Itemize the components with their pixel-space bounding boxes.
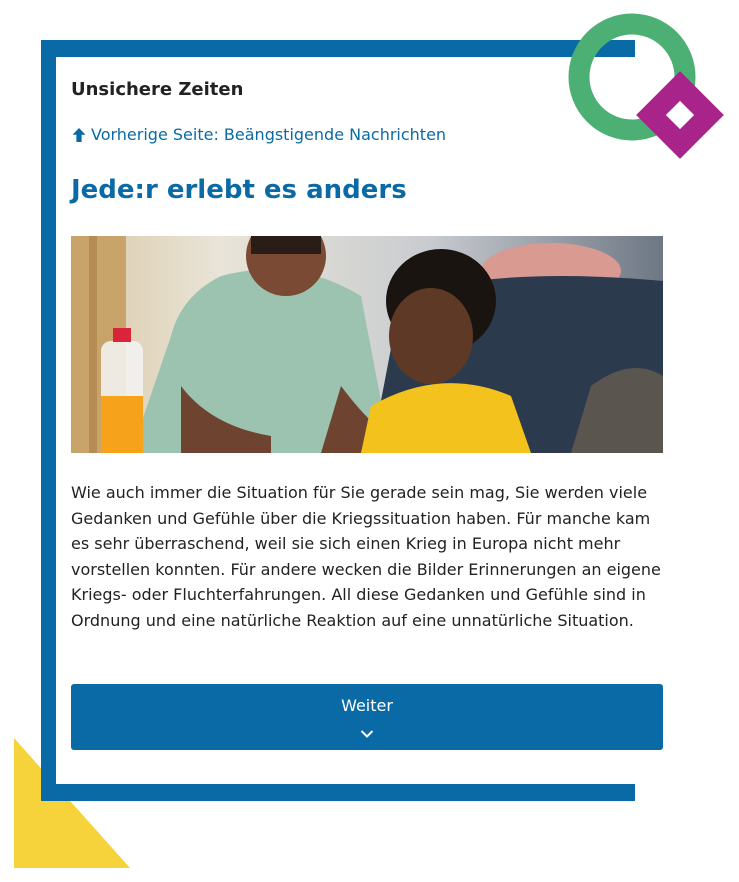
page-title: Jede:r erlebt es anders	[71, 175, 407, 205]
arrow-up-icon	[71, 127, 87, 143]
previous-page-label: Vorherige Seite: Beängstigende Nachrichten	[91, 125, 447, 144]
previous-page-link[interactable]	[71, 125, 446, 144]
next-button-label: Weiter	[341, 696, 393, 715]
section-eyebrow: Unsichere Zeiten	[71, 79, 244, 100]
chevron-down-icon	[360, 724, 374, 743]
body-paragraph: Wie auch immer die Situation für Sie gerade sein mag, Sie werden viele Gedanken und Gefühle über die Kriegssituation haben. Für manche kam es sehr überraschend, weil sie sich einen Krieg in Europa nicht mehr vorstellen konnten. Für andere wecken die Bilder Erinnerungen an eigene Kriegs- oder Fluchterfahrungen. All diese Gedanken und Gefühle sind in Ordnung und eine natürliche Reaktion auf eine unnatürliche Situation.	[71, 483, 661, 630]
next-button[interactable]	[71, 684, 663, 750]
illustration-photo	[71, 236, 663, 453]
